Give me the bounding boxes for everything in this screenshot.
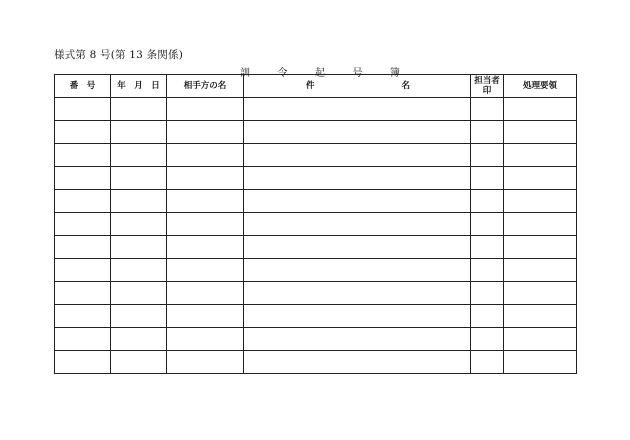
cell-date[interactable] — [111, 98, 167, 121]
cell-number[interactable] — [55, 328, 111, 351]
cell-seal[interactable] — [471, 282, 504, 305]
header-subject-right: 名 — [401, 81, 410, 91]
form-number-label: 様式第 8 号(第 13 条関係) — [54, 49, 183, 61]
header-date: 年 月 日 — [111, 75, 167, 98]
cell-date[interactable] — [111, 259, 167, 282]
header-seal-line1: 担当者 — [474, 76, 500, 86]
cell-recipient[interactable] — [167, 351, 244, 374]
cell-subject[interactable] — [244, 213, 471, 236]
cell-number[interactable] — [55, 259, 111, 282]
cell-handling[interactable] — [504, 190, 577, 213]
cell-handling[interactable] — [504, 351, 577, 374]
header-row — [55, 75, 577, 98]
title-char: 令 — [277, 68, 288, 79]
table-row — [55, 121, 577, 144]
cell-recipient[interactable] — [167, 144, 244, 167]
cell-number[interactable] — [55, 98, 111, 121]
cell-subject[interactable] — [244, 351, 471, 374]
cell-date[interactable] — [111, 328, 167, 351]
table-row — [55, 328, 577, 351]
cell-date[interactable] — [111, 121, 167, 144]
cell-seal[interactable] — [471, 190, 504, 213]
register-body — [55, 98, 577, 374]
header-subject — [244, 75, 471, 98]
cell-recipient[interactable] — [167, 213, 244, 236]
cell-seal[interactable] — [471, 236, 504, 259]
cell-handling[interactable] — [504, 328, 577, 351]
register-table — [54, 74, 577, 374]
cell-date[interactable] — [111, 144, 167, 167]
table-row — [55, 167, 577, 190]
cell-number[interactable] — [55, 144, 111, 167]
cell-recipient[interactable] — [167, 328, 244, 351]
cell-subject[interactable] — [244, 190, 471, 213]
cell-recipient[interactable] — [167, 98, 244, 121]
title-char: 号 — [352, 68, 363, 79]
cell-date[interactable] — [111, 167, 167, 190]
table-row — [55, 282, 577, 305]
cell-recipient[interactable] — [167, 236, 244, 259]
cell-date[interactable] — [111, 282, 167, 305]
header-seal — [471, 75, 504, 98]
cell-seal[interactable] — [471, 121, 504, 144]
cell-handling[interactable] — [504, 213, 577, 236]
header-recipient: 相手方の名 — [167, 75, 244, 98]
cell-date[interactable] — [111, 190, 167, 213]
cell-recipient[interactable] — [167, 167, 244, 190]
cell-seal[interactable] — [471, 144, 504, 167]
cell-recipient[interactable] — [167, 190, 244, 213]
cell-date[interactable] — [111, 305, 167, 328]
cell-number[interactable] — [55, 190, 111, 213]
cell-subject[interactable] — [244, 167, 471, 190]
cell-handling[interactable] — [504, 282, 577, 305]
cell-number[interactable] — [55, 213, 111, 236]
table-row — [55, 213, 577, 236]
cell-handling[interactable] — [504, 144, 577, 167]
cell-seal[interactable] — [471, 351, 504, 374]
table-row — [55, 190, 577, 213]
cell-date[interactable] — [111, 213, 167, 236]
table-row — [55, 98, 577, 121]
title-char: 簿 — [390, 68, 400, 79]
cell-date[interactable] — [111, 351, 167, 374]
header-number: 番 号 — [55, 75, 111, 98]
table-row — [55, 144, 577, 167]
cell-number[interactable] — [55, 236, 111, 259]
table-row — [55, 259, 577, 282]
cell-subject[interactable] — [244, 236, 471, 259]
cell-subject[interactable] — [244, 328, 471, 351]
table-row — [55, 351, 577, 374]
cell-number[interactable] — [55, 167, 111, 190]
cell-subject[interactable] — [244, 305, 471, 328]
cell-recipient[interactable] — [167, 259, 244, 282]
cell-handling[interactable] — [504, 236, 577, 259]
cell-number[interactable] — [55, 351, 111, 374]
register-header — [55, 75, 577, 98]
cell-seal[interactable] — [471, 98, 504, 121]
header-subject-left: 件 — [306, 81, 315, 91]
cell-handling[interactable] — [504, 259, 577, 282]
cell-handling[interactable] — [504, 167, 577, 190]
cell-number[interactable] — [55, 121, 111, 144]
cell-handling[interactable] — [504, 305, 577, 328]
cell-seal[interactable] — [471, 328, 504, 351]
title-char: 起 — [315, 68, 325, 79]
cell-subject[interactable] — [244, 144, 471, 167]
cell-handling[interactable] — [504, 121, 577, 144]
table-row — [55, 236, 577, 259]
cell-recipient[interactable] — [167, 305, 244, 328]
cell-subject[interactable] — [244, 98, 471, 121]
cell-recipient[interactable] — [167, 121, 244, 144]
cell-handling[interactable] — [504, 98, 577, 121]
cell-seal[interactable] — [471, 167, 504, 190]
table-row — [55, 305, 577, 328]
title-char: 訓 — [240, 68, 250, 79]
cell-number[interactable] — [55, 305, 111, 328]
cell-subject[interactable] — [244, 282, 471, 305]
cell-seal[interactable] — [471, 305, 504, 328]
cell-subject[interactable] — [244, 121, 471, 144]
cell-recipient[interactable] — [167, 282, 244, 305]
cell-seal[interactable] — [471, 259, 504, 282]
cell-subject[interactable] — [244, 259, 471, 282]
cell-seal[interactable] — [471, 213, 504, 236]
header-seal-line2: 印 — [482, 86, 492, 96]
cell-number[interactable] — [55, 282, 111, 305]
header-handling: 処理要領 — [504, 75, 577, 98]
cell-date[interactable] — [111, 236, 167, 259]
